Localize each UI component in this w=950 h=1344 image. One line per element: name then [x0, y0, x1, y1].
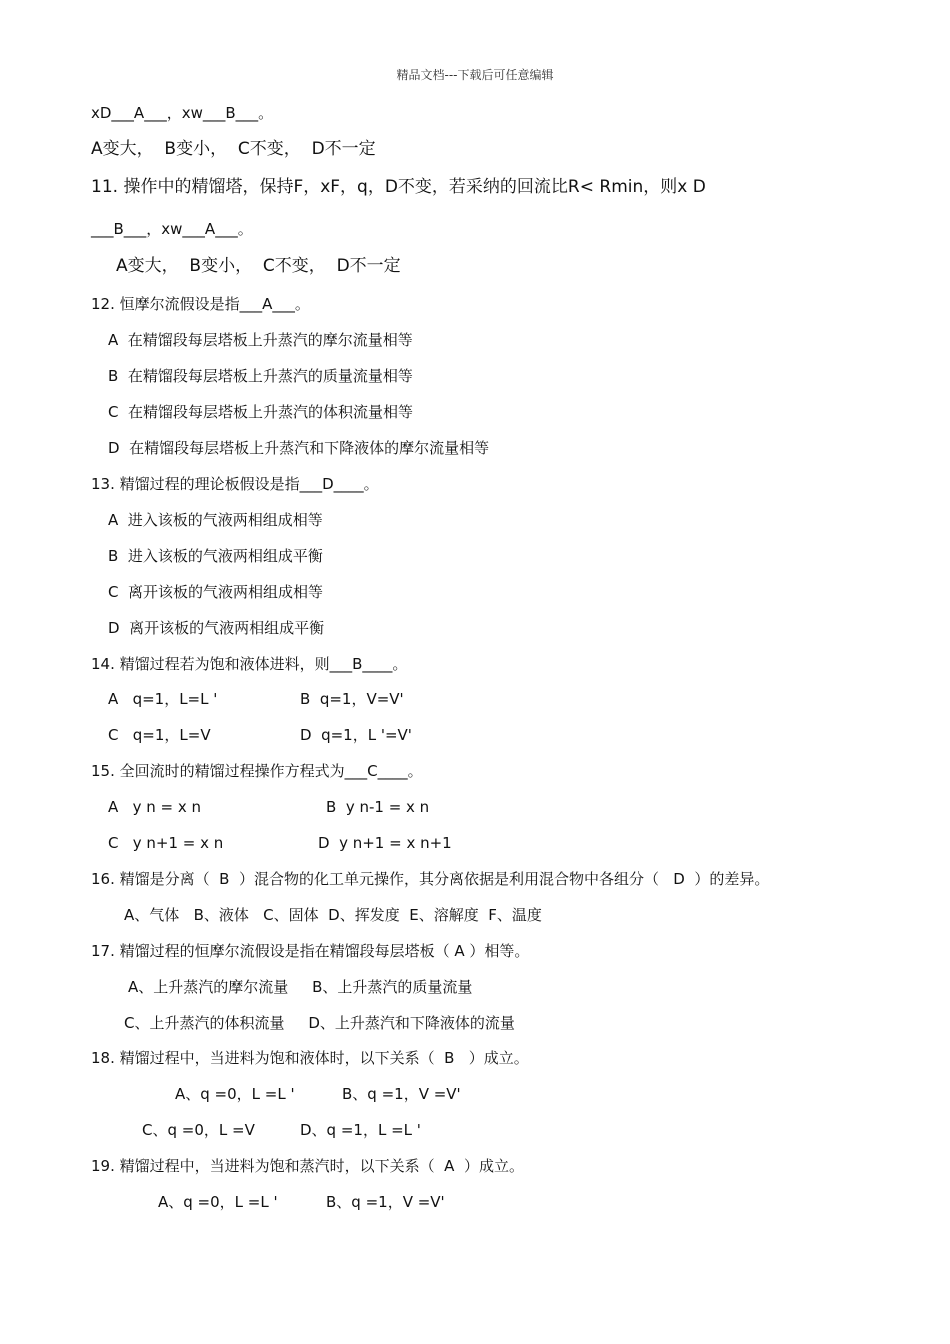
q16-options: A、气体 B、液体 C、固体 D、挥发度 E、溶解度 F、温度 [124, 906, 542, 924]
options-line-1: A变大， B变小， C不变， D不一定 [91, 139, 376, 159]
q14-option-a: A q=1，L=L ' [108, 690, 218, 708]
question-16: 16. 精馏是分离（ B ）混合物的化工单元操作，其分离依据是利用混合物中各组分（ D ）的差异。 [91, 870, 770, 888]
question-12: 12. 恒摩尔流假设是指___A___。 [91, 295, 310, 313]
question-14: 14. 精馏过程若为饱和液体进料，则___B____。 [91, 655, 408, 673]
q19-option-a: A、q =0，L =L ' [158, 1193, 278, 1211]
q12-option-c: C 在精馏段每层塔板上升蒸汽的体积流量相等 [108, 403, 414, 421]
question-13: 13. 精馏过程的理论板假设是指___D____。 [91, 475, 379, 493]
q13-option-d: D 离开该板的气液两相组成平衡 [108, 619, 325, 637]
q18-option-b: B、q =1，V =V' [342, 1085, 461, 1103]
line-xd-xw-answer: xD___A___，xw___B___。 [91, 104, 274, 122]
question-11-answer: ___B___，xw___A___。 [91, 220, 253, 238]
q12-option-b: B 在精馏段每层塔板上升蒸汽的质量流量相等 [108, 367, 413, 385]
q13-option-c: C 离开该板的气液两相组成相等 [108, 583, 324, 601]
q14-option-c: C q=1，L=V [108, 726, 211, 744]
q18-option-a: A、q =0，L =L ' [175, 1085, 295, 1103]
question-17: 17. 精馏过程的恒摩尔流假设是指在精馏段每层塔板（ A ）相等。 [91, 942, 530, 960]
q17-options-ab: A、上升蒸汽的摩尔流量 B、上升蒸汽的质量流量 [128, 978, 473, 996]
q13-option-a: A 进入该板的气液两相组成相等 [108, 511, 323, 529]
q15-option-b: B y n-1 = x n [326, 798, 430, 816]
question-19: 19. 精馏过程中，当进料为饱和蒸汽时，以下关系（ A ）成立。 [91, 1157, 524, 1175]
q12-option-a: A 在精馏段每层塔板上升蒸汽的摩尔流量相等 [108, 331, 413, 349]
q15-option-c: C y n+1 = x n [108, 834, 224, 852]
q15-option-a: A y n = x n [108, 798, 201, 816]
q13-option-b: B 进入该板的气液两相组成平衡 [108, 547, 323, 565]
q12-option-d: D 在精馏段每层塔板上升蒸汽和下降液体的摩尔流量相等 [108, 439, 490, 457]
q17-options-cd: C、上升蒸汽的体积流量 D、上升蒸汽和下降液体的流量 [124, 1014, 515, 1032]
page-header: 精品文档---下载后可任意编辑 [396, 68, 554, 82]
question-11: 11. 操作中的精馏塔，保持F，xF，q，D不变，若采纳的回流比R< Rmin，则x D [91, 177, 706, 197]
question-18: 18. 精馏过程中，当进料为饱和液体时，以下关系（ B ）成立。 [91, 1049, 529, 1067]
q14-option-d: D q=1，L '=V' [300, 726, 412, 744]
question-15: 15. 全回流时的精馏过程操作方程式为___C____。 [91, 762, 423, 780]
q18-option-c: C、q =0，L =V [142, 1121, 255, 1139]
q15-option-d: D y n+1 = x n+1 [318, 834, 452, 852]
q18-option-d: D、q =1，L =L ' [300, 1121, 421, 1139]
q14-option-b: B q=1，V=V' [300, 690, 404, 708]
q19-option-b: B、q =1，V =V' [326, 1193, 445, 1211]
options-line-2: A变大， B变小， C不变， D不一定 [116, 256, 401, 276]
